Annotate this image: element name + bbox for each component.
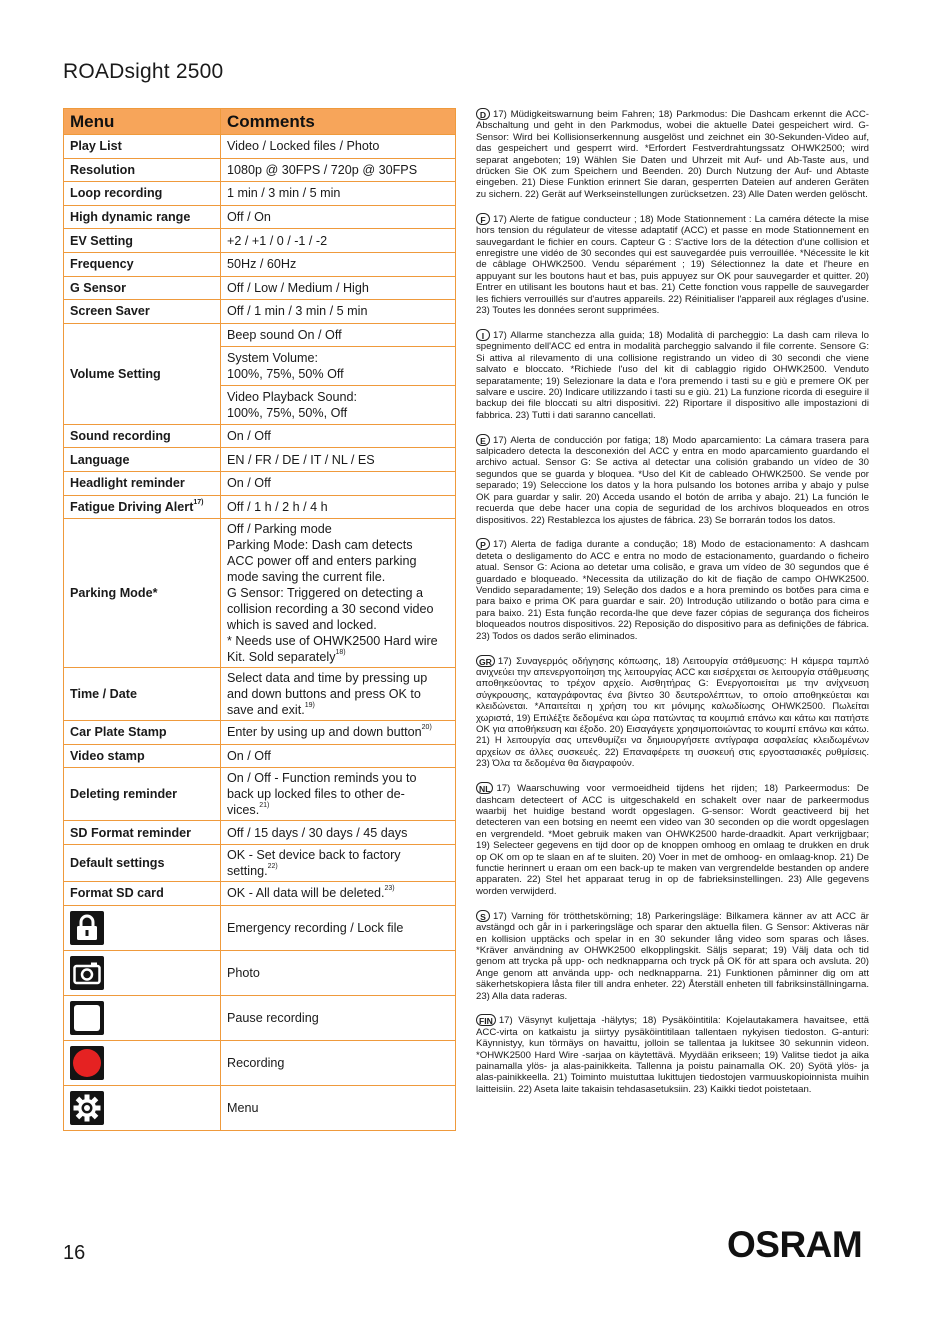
camera-icon xyxy=(70,956,104,990)
language-badge: D xyxy=(476,108,490,120)
menu-item-comment xyxy=(221,385,456,424)
translation-paragraph xyxy=(476,910,869,1002)
menu-item-label xyxy=(64,182,221,206)
table-row xyxy=(64,950,456,995)
footnote-ref: 20) xyxy=(421,724,432,732)
translation-text: 17) Allarme stanchezza alla guida; 18) Modalità di parcheggio: La dash cam rileva lo spegnimento dell'ACC ed entra in modalità parcheggio salvando il file corrente. Sensore G: Si attiva al rilevamento di una collisione registrando un video di 30 secondi che viene salvato e bloccato. *Richiede l'uso del kit di cablaggio rigido OHWK2500. Venduto separatamente; 19) Selezionare la data e l'ora premendo i tasti su e giù e premere OK per salvare e uscire. 20) Indicare utilizzando i tasti su e giù. 21) La funzione ricorda di eseguire il backup dei file bloccati su altri dispositivi. 22) Riportare il dispositivo alle impostazioni di fabbrica. 23) Tutti i dati saranno cancellati. xyxy=(476,329,869,421)
comment-line: 100%, 75%, 50% Off xyxy=(227,366,344,381)
comment-line xyxy=(227,475,449,491)
comment-line-text: 1080p @ 30FPS / 720p @ 30FPS xyxy=(227,162,418,177)
comment-line xyxy=(227,499,449,515)
comment-line-text: Off / On xyxy=(227,210,271,225)
menu-item-label xyxy=(64,881,221,905)
menu-table xyxy=(63,108,456,1131)
menu-item-label-text: EV Setting xyxy=(70,233,133,248)
menu-item-label xyxy=(64,158,221,182)
comment-line-text: Off / Low / Medium / High xyxy=(227,280,369,295)
comments-column-header: Comments xyxy=(221,109,456,135)
comment-line xyxy=(227,670,449,686)
language-badge: E xyxy=(476,434,490,446)
menu-item-comment xyxy=(221,229,456,253)
comment-line-text: 50Hz / 60Hz xyxy=(227,257,297,272)
comment-line xyxy=(227,452,449,468)
comment-line-text: Kit. Sold separately xyxy=(227,650,336,665)
menu-item-label-text: Headlight reminder xyxy=(70,476,185,491)
menu-item-label-text: Car Plate Stamp xyxy=(70,725,167,740)
page-number: 16 xyxy=(63,1242,86,1264)
comment-line xyxy=(227,138,449,154)
menu-item-comment xyxy=(221,424,456,448)
comment-line-text: save and exit. xyxy=(227,703,305,718)
comment-line xyxy=(227,185,449,201)
language-badge: FIN xyxy=(476,1014,496,1026)
menu-item-comment xyxy=(221,276,456,300)
icon-comment: Recording xyxy=(221,1040,456,1085)
translation-paragraph xyxy=(476,108,869,200)
menu-item-comment xyxy=(221,300,456,324)
table-header-row xyxy=(64,109,456,135)
footnote-ref: 23) xyxy=(384,885,395,893)
comment-line xyxy=(227,617,449,633)
comment-line-text: and down buttons and press OK to xyxy=(227,687,421,702)
comment-line xyxy=(227,569,449,585)
menu-item-label xyxy=(64,844,221,881)
table-row xyxy=(64,995,456,1040)
translation-paragraph xyxy=(476,329,869,421)
translation-paragraph xyxy=(476,538,869,642)
comment-line xyxy=(227,633,449,649)
comment-line-text: 1 min / 3 min / 5 min xyxy=(227,186,341,201)
comment-line-text: +2 / +1 / 0 / -1 / -2 xyxy=(227,233,328,248)
menu-item-comment xyxy=(221,668,456,721)
icon-cell xyxy=(64,1040,221,1085)
footnote-ref: 21) xyxy=(259,802,270,810)
table-row xyxy=(64,1085,456,1130)
menu-item-label: Volume Setting xyxy=(64,323,221,424)
comment-line xyxy=(227,303,449,319)
comment-line xyxy=(227,428,449,444)
menu-item-label xyxy=(64,205,221,229)
icon-comment: Emergency recording / Lock file xyxy=(221,905,456,950)
table-row xyxy=(64,1040,456,1085)
menu-item-comment xyxy=(221,821,456,845)
record-icon xyxy=(70,1046,104,1080)
icon-comment: Photo xyxy=(221,950,456,995)
table-row xyxy=(64,448,456,472)
comment-line-text: On / Off - Function reminds you to xyxy=(227,771,417,786)
table-row xyxy=(64,905,456,950)
menu-item-label xyxy=(64,471,221,495)
menu-item-comment xyxy=(221,323,456,346)
table-row xyxy=(64,721,456,745)
comment-line-text: vices. xyxy=(227,803,260,818)
table-row xyxy=(64,424,456,448)
menu-item-label xyxy=(64,821,221,845)
comment-line xyxy=(227,825,449,841)
comment-line xyxy=(227,702,449,718)
menu-item-label-text: Screen Saver xyxy=(70,304,150,319)
comment-line xyxy=(227,585,449,601)
translation-text: 17) Συναγερμός οδήγησης κόπωσης, 18) Λειτουργία στάθμευσης: Η κάμερα ταμπλό ανιχνεύει την απενεργοποίηση της λειτουργίας ACC και εισέρχεται σε λειτουργία στάθμευσης αποθηκεύοντας το τρέχον αρχείο. Αισθητήρας G: Ενεργοποιείται με την ανίχνευση σύγκρουσης, καταγράφοντας ένα βίντεο 30 δευτερολέπτων, το οποίο αποθηκεύεται και κλειδώνεται. *Απαιτείται η χρήση του κιτ μόνιμης καλωδίωσης OHWK2500. Πωλείται χωριστά, 19) Επιλέξτε δεδομένα και ώρα πατώντας τα κουμπιά επάνω και κάτω και πατήστε OK για αποθήκευση και έξοδο. 20) Εισαγάγετε χρησιμοποιώντας το κουμπί επάνω και κάτω. 21) Η λειτουργία σας υπενθυμίζει να δημιουργήσετε αντίγραφα ασφαλείας κλειδωμένων αρχείων σε άλλες συσκευές. 22) Επαναφέρετε τη συσκευή στις εργοστασιακές ρυθμίσεις. 23) Όλα τα δεδομένα θα διαγραφούν. xyxy=(476,655,869,770)
menu-item-label-text: Fatigue Driving Alert xyxy=(70,499,194,514)
table-row xyxy=(64,744,456,768)
menu-item-comment xyxy=(221,471,456,495)
menu-item-label xyxy=(64,519,221,668)
icon-cell xyxy=(64,950,221,995)
icon-cell xyxy=(64,1085,221,1130)
menu-item-comment xyxy=(221,182,456,206)
translation-paragraph xyxy=(476,782,869,897)
icon-cell xyxy=(64,905,221,950)
menu-item-comment xyxy=(221,448,456,472)
table-row xyxy=(64,668,456,721)
menu-item-label-text: Parking Mode* xyxy=(70,586,158,601)
comment-line-text: Enter by using up and down button xyxy=(227,725,422,740)
translation-text: 17) Waarschuwing voor vermoeidheid tijdens het rijden; 18) Parkeermodus: De dashcam detecteert of ACC is uitgeschakeld en schakelt over naar de parkeermodus waarbij het huidige bestand wordt opgeslagen. G-sensor: Wordt geactiveerd bij het detecteren van een botsing en neemt een video van 30 seconden op die wordt opgeslagen en vergrendeld. *Moet gebruik maken van OHWK2500 harde-draadkit. Apart verkrijgbaar; 19) Selecteer gegevens en tijd door op de knoppen omhoog en omlaag te drukken en druk op OK om op te slaan en af te sluiten. 20) Voer in met de omhoog- en omlaag-knop. 21) De functie herinnert u eraan om een back-up te maken van vergrendelde bestanden op andere apparaten. 22) Stel het apparaat terug in op de fabrieksinstellingen. 23) Alle gegevens worden verwijderd. xyxy=(476,783,869,897)
comment-line xyxy=(227,724,449,740)
comment-line-text: Off / 15 days / 30 days / 45 days xyxy=(227,825,408,840)
translation-text: 17) Alerta de conducción por fatiga; 18) Modo aparcamiento: La cámara trasera para salpicadero detecta la desconexión del ACC y entra en modo aparcamiento guardando el archivo actual. Sensor G: Se activa al detectar una colisión grabando un vídeo de 30 segundos que se guarda y bloquea. *Uso del Kit de cableado OHWK2500. Se vende por separado; 19) Seleccione los datos y la hora pulsando los botones arriba y abajo y pulse OK para guardar y salir. 20) Acceda usando el botón de arriba y abajo. 21) La función le recuerda que debe hacer una copia de seguridad de los archivos bloqueados en otros dispositivos. 22) Restablezca los ajustes de fábrica. 23) Se borrarán todos los datos. xyxy=(476,434,869,526)
translation-text: 17) Väsynyt kuljettaja -hälytys; 18) Pysäköintitila: Kojelautakamera havaitsee, että ACC-virta on katkaistu ja siirtyy pysäköintitilaan tallentaen nykyisen tiedoston. G-anturi: Käynnistyy, kun törmäys on havaittu, jolloin se tallentaa ja lukitsee 30 sekunnin videon. *OHWK2500 Hard Wire -sarjaa on käytettävä. Myydään erikseen; 19) Valitse tiedot ja aika painamalla ylös- ja alas-painikkeita. Tallenna ja poistu painamalla OK. 20) Syötä ylös- ja alas-painikkeella. 21) Toiminto muistuttaa lukittujen tiedostojen varmuuskopioinnista muihin laitteisiin. 22) Aseta laite takaisin tehdasasetuksiin. 23) Kaikki tiedot poistetaan. xyxy=(476,1015,869,1095)
menu-item-label xyxy=(64,768,221,821)
lock-icon xyxy=(70,911,104,945)
menu-item-comment xyxy=(221,768,456,821)
translation-text: 17) Varning för trötthetskörning; 18) Parkeringsläge: Bilkamera känner av att ACC är avstängd och går in i parkeringsläge och sparar den aktuella filen. G Sensor: Aktiveras när en kollision upptäcks och spelar in en 30 sekunder lång video som sparas och låses. *Kräver användning av OHWK2500 elkopplingskit. Säljs separat; 19) Välj data och tid genom att trycka på upp- och nedknapparna och tryck på OK för att spara och avsluta. 20) Ange genom att använda upp- och nedknapparna. 21) Funktionen påminner dig om att säkerhetskopiera låsta filer till andra enheter. 22) Återställ enheten till fabriksinställningarna. 23) Alla data raderas. xyxy=(476,910,869,1002)
comment-line-text: OK - Set device back to factory xyxy=(227,847,401,862)
table-row xyxy=(64,276,456,300)
comment-line-text: setting. xyxy=(227,863,268,878)
comment-line xyxy=(227,786,449,802)
footnote-ref: 22) xyxy=(267,862,278,870)
comment-line-text: Select data and time by pressing up xyxy=(227,671,428,686)
translation-text: 17) Alerte de fatigue conducteur ; 18) Mode Stationnement : La caméra détecte la mise hors tension du régulateur de vitesse adaptatif (ACC) et passe en mode Stationnement en sauvegardant le fichier en cours. Capteur G : S'active lors de la détection d'une collision et enregistre une vidéo de 30 secondes qui est sauvegardée puis verrouillée. *Nécessite le kit de câblage OHWK2500. Vendu séparément ; 19) Sélectionnez la date et l'heure en appuyant sur les boutons haut et bas, puis appuyez sur OK pour sauvegarder et quitter. 20) Entrer en utilisant les boutons haut et bas. 21) Cette fonction vous rappelle de sauvegarder les fichiers verrouillés sur d'autres appareils. 22) Réinitialiser l'appareil aux réglages d'usine. 23) Toutes les données seront supprimées. xyxy=(476,213,869,316)
menu-item-comment xyxy=(221,252,456,276)
comment-line xyxy=(227,802,449,818)
table-row xyxy=(64,135,456,159)
menu-item-label xyxy=(64,276,221,300)
menu-item-label-text: Resolution xyxy=(70,162,136,177)
menu-item-label-text: Loop recording xyxy=(70,186,163,201)
menu-item-label xyxy=(64,300,221,324)
document-title: ROADsight 2500 xyxy=(63,60,224,83)
comment-line xyxy=(227,649,449,665)
table-row xyxy=(64,158,456,182)
icon-comment: Pause recording xyxy=(221,995,456,1040)
comment-line-text: * Needs use of OHWK2500 Hard wire xyxy=(227,634,438,649)
table-row xyxy=(64,768,456,821)
menu-item-comment xyxy=(221,844,456,881)
menu-item-label-text: Sound recording xyxy=(70,429,171,444)
menu-item-comment xyxy=(221,519,456,668)
comment-line xyxy=(227,686,449,702)
menu-item-comment xyxy=(221,135,456,159)
menu-column-header: Menu xyxy=(64,109,221,135)
comment-line-text: On / Off xyxy=(227,476,271,491)
comment-line-text: EN / FR / DE / IT / NL / ES xyxy=(227,452,375,467)
table-row xyxy=(64,495,456,519)
table-row xyxy=(64,471,456,495)
menu-item-comment xyxy=(221,721,456,745)
comment-line-text: mode saving the current file. xyxy=(227,570,386,585)
menu-item-label-text: Deleting reminder xyxy=(70,787,178,802)
comment-line xyxy=(227,553,449,569)
menu-item-label-text: SD Format reminder xyxy=(70,825,192,840)
menu-table-body xyxy=(64,135,456,1131)
translation-text: 17) Alerta de fadiga durante a condução; 18) Modo de estacionamento: A dashcam deteta o desligamento do ACC e entra no modo de estacionamento, guardando o ficheiro atual. Sensor G: Aciona ao detetar uma colisão, e grava um vídeo de 30 segundos que é guardado e bloqueado. *Necessita da utilização do kit de fiação de campo OHWK2500. Vendido separadamente; 19) Seleção dos dados e a hora premindo os botões para cima e para baixo e prima OK para guardar e sair. 20) Introdução utilizando o botão para cima e para baixo. 21) Esta função recorda-lhe que deve fazer cópias de segurança dos ficheiros bloqueados noutros dispositivos. 22) Reposição do dispositivo para as definições de fábrica. 23) Todos os dados serão eliminados. xyxy=(476,539,869,642)
language-badge: GR xyxy=(476,655,495,667)
comment-line xyxy=(227,209,449,225)
comment-line xyxy=(227,601,449,617)
table-row xyxy=(64,881,456,905)
menu-item-label-text: High dynamic range xyxy=(70,210,191,225)
osram-logo: OSRAM xyxy=(727,1224,863,1265)
menu-item-label-text: Language xyxy=(70,452,130,467)
language-badge: P xyxy=(476,538,490,550)
menu-item-label xyxy=(64,252,221,276)
footnote-ref: 17) xyxy=(193,498,204,506)
icon-cell xyxy=(64,995,221,1040)
menu-item-label-text: Video stamp xyxy=(70,749,145,764)
language-badge: I xyxy=(476,329,490,341)
menu-item-label-text: Time / Date xyxy=(70,687,137,702)
table-row xyxy=(64,821,456,845)
language-badge: F xyxy=(476,213,490,225)
comment-line xyxy=(227,280,449,296)
menu-item-comment xyxy=(221,744,456,768)
menu-item-label xyxy=(64,668,221,721)
menu-item-label xyxy=(64,721,221,745)
language-badge: NL xyxy=(476,782,493,794)
pause-icon xyxy=(70,1001,104,1035)
translations-column xyxy=(476,108,869,1108)
comment-line-text: On / Off xyxy=(227,429,271,444)
menu-item-comment xyxy=(221,158,456,182)
comment-line: System Volume: xyxy=(227,350,318,365)
comment-line-text: Off / Parking mode xyxy=(227,522,332,537)
menu-item-comment xyxy=(221,495,456,519)
translation-paragraph xyxy=(476,434,869,526)
comment-line xyxy=(227,770,449,786)
table-row xyxy=(64,252,456,276)
table-row xyxy=(64,182,456,206)
comment-line: 100%, 75%, 50%, Off xyxy=(227,405,348,420)
comment-line xyxy=(227,885,449,901)
table-row xyxy=(64,229,456,253)
table-row xyxy=(64,300,456,324)
language-badge: S xyxy=(476,910,490,922)
menu-item-comment xyxy=(221,346,456,385)
menu-item-label xyxy=(64,135,221,159)
menu-item-label-text: Default settings xyxy=(70,855,165,870)
table-row xyxy=(64,519,456,668)
icon-comment: Menu xyxy=(221,1085,456,1130)
menu-item-label xyxy=(64,744,221,768)
comment-line xyxy=(227,256,449,272)
footnote-ref: 18) xyxy=(335,649,346,657)
comment-line: Beep sound On / Off xyxy=(227,327,342,342)
comment-line-text: Off / 1 h / 2 h / 4 h xyxy=(227,499,328,514)
translation-paragraph xyxy=(476,213,869,317)
gear-icon xyxy=(70,1091,104,1125)
menu-item-comment xyxy=(221,881,456,905)
comment-line xyxy=(227,233,449,249)
comment-line-text: ACC power off and enters parking xyxy=(227,554,417,569)
footnote-ref: 19) xyxy=(304,702,315,710)
comment-line xyxy=(227,847,449,863)
menu-item-label-text: Frequency xyxy=(70,257,134,272)
menu-item-label-text: Play List xyxy=(70,139,122,154)
comment-line-text: Video / Locked files / Photo xyxy=(227,139,380,154)
comment-line xyxy=(227,537,449,553)
menu-item-comment xyxy=(221,205,456,229)
menu-item-label xyxy=(64,424,221,448)
menu-item-label-text: G Sensor xyxy=(70,280,126,295)
comment-line xyxy=(227,863,449,879)
comment-line xyxy=(227,521,449,537)
comment-line-text: which is saved and locked. xyxy=(227,618,377,633)
menu-item-label xyxy=(64,448,221,472)
menu-item-label xyxy=(64,229,221,253)
comment-line-text: G Sensor: Triggered on detecting a xyxy=(227,586,424,601)
comment-line-text: collision recording a 30 second video xyxy=(227,602,434,617)
table-row xyxy=(64,205,456,229)
comment-line xyxy=(227,162,449,178)
table-row xyxy=(64,844,456,881)
menu-item-label xyxy=(64,495,221,519)
translation-paragraph xyxy=(476,655,869,770)
comment-line-text: back up locked files to other de- xyxy=(227,787,405,802)
table-row xyxy=(64,323,456,346)
comment-line-text: Parking Mode: Dash cam detects xyxy=(227,538,413,553)
translation-paragraph xyxy=(476,1014,869,1095)
translation-text: 17) Müdigkeitswarnung beim Fahren; 18) Parkmodus: Die Dashcam erkennt die ACC-Abschaltung und geht in den Parkmodus, wobei die aktuelle Datei gespeichert wird. G-Sensor: Wird bei Kollisionserkennung ausgelöst und zeichnet ein 30-Sekunden-Video auf, das gespeichert und gesperrt wird. *Erfordert Festverdrahtungssatz OHWK2500; wird separat angeboten; 19) Wählen Sie Daten und Uhrzeit mit Auf- und Ab-Taste aus, und drücken Sie OK zum Speichern und Beenden. 20) Durch Nutzung der Auf- und Abtaste eingeben. 21) Diese Funktion erinnert Sie daran, gesperrten Dateien auf anderen Geräten zu sichern. 22) Gerät auf Werkseinstellungen zurücksetzen. 23) Alle Daten werden gelöscht. xyxy=(476,109,869,200)
comment-line-text: OK - All data will be deleted. xyxy=(227,886,385,901)
comment-line: Video Playback Sound: xyxy=(227,389,357,404)
comment-line xyxy=(227,748,449,764)
comment-line-text: On / Off xyxy=(227,749,271,764)
comment-line-text: Off / 1 min / 3 min / 5 min xyxy=(227,304,368,319)
menu-item-label-text: Format SD card xyxy=(70,886,164,901)
